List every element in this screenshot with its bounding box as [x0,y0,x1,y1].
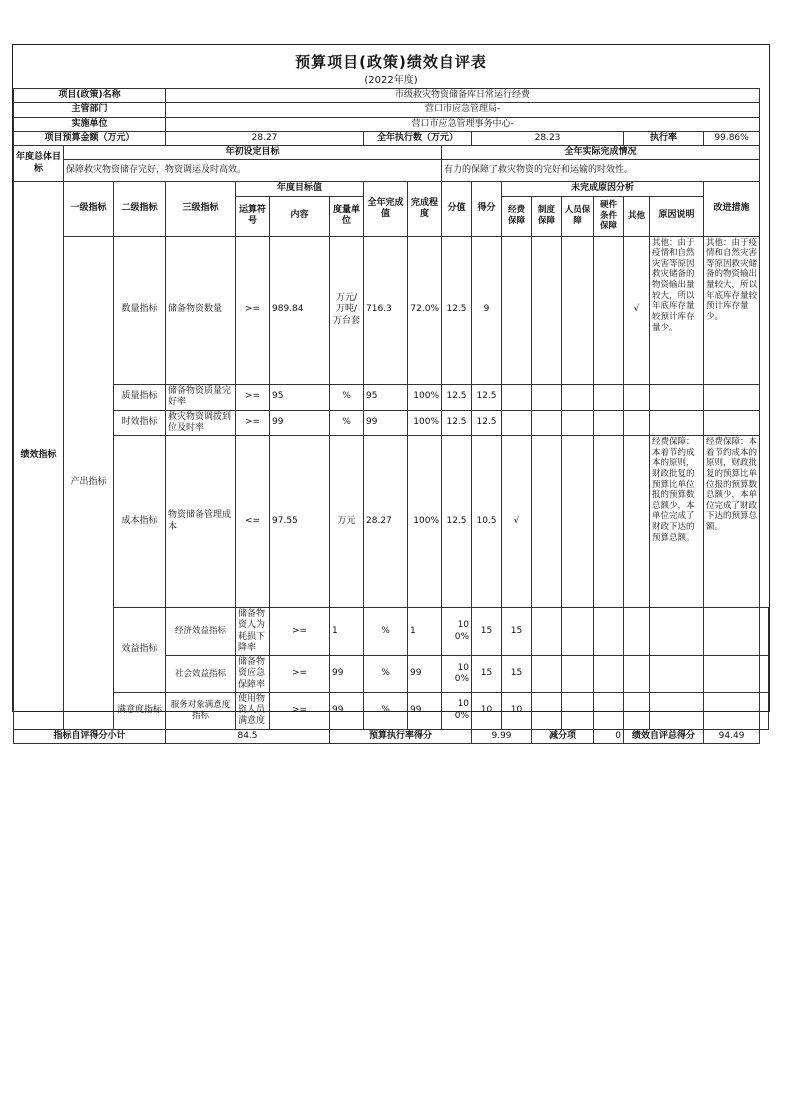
content-cell: 99 [270,410,330,436]
col-r3: 人员保障 [562,196,594,236]
set-target-label: 年初设定目标 [64,146,442,160]
degree-cell: 72.0% [408,236,442,384]
group-output: 产出指标 [64,236,114,729]
r4-cell [624,656,650,693]
degree-cell: 100% [442,656,472,693]
improve-cell [704,410,760,436]
score-cell: 15 [472,656,502,693]
r1-cell [532,692,562,729]
evaluation-table [13,88,769,744]
unit-cell: 万元 [330,436,364,608]
info-row-unit [14,117,769,131]
op-cell: >= [236,384,270,410]
score-cell: 12.5 [442,410,472,436]
score-cell: 10 [472,692,502,729]
info-row-budget [14,131,769,145]
dept-label: 主管部门 [14,103,166,117]
col-content: 内容 [270,196,330,236]
evaluation-sheet [12,44,770,741]
col-l3: 三级指标 [166,182,236,236]
info-row-project [14,89,769,103]
total-label: 绩效自评总得分 [624,729,704,743]
rate-label: 执行率 [624,131,704,145]
unit-value: 营口市应急管理事务中心- [166,117,760,131]
done-cell: 28.27 [364,436,408,608]
r3-cell [594,656,624,693]
overall-text-row [14,160,769,182]
improve-cell [704,384,760,410]
degree-cell: 100% [408,436,442,608]
r2-cell [562,608,594,656]
actual-label: 全年实际完成情况 [442,146,760,160]
group-satisfaction: 满意度指标 [114,692,166,729]
l2-cell: 成本指标 [114,436,166,608]
r3-cell [562,436,594,608]
total-value: 94.49 [704,729,760,743]
improve-cell [760,692,769,729]
col-score: 分值 [442,182,472,236]
l3-cell: 储备物资人为耗损下降率 [236,608,270,656]
set-target-text: 保障救灾物资储存完好，物资调运及时高效。 [64,160,442,182]
table-row [14,236,769,384]
table-row [14,692,769,729]
got-cell: 15 [502,608,532,656]
got-cell: 12.5 [472,410,502,436]
col-r4: 硬件条件保障 [594,196,624,236]
unit-cell: % [364,692,408,729]
content-cell: 99 [330,692,364,729]
col-r6: 原因说明 [650,196,704,236]
r3-cell [562,384,594,410]
r4-cell [594,436,624,608]
done-cell: 1 [408,608,442,656]
r2-cell [532,410,562,436]
r1-cell [532,656,562,693]
group-benefit: 效益指标 [114,608,166,693]
r3-cell [594,608,624,656]
r5-cell [650,692,704,729]
content-cell: 989.84 [270,236,330,384]
unit-cell: % [330,410,364,436]
improve-cell [760,656,769,693]
reason-cell [704,692,760,729]
op-cell: >= [236,236,270,384]
degree-cell: 100% [408,384,442,410]
l3-cell: 储备物资数量 [166,236,236,384]
r3-cell [594,692,624,729]
exec-value: 28.23 [472,131,624,145]
r3-cell [562,410,594,436]
content-cell: 99 [330,656,364,693]
degree-cell: 100% [408,410,442,436]
r1-cell [502,384,532,410]
got-cell: 9 [472,236,502,384]
budget-exec-label: 预算执行率得分 [330,729,472,743]
op-cell: >= [270,656,330,693]
col-reason-group: 未完成原因分析 [502,182,704,196]
r1-cell [502,410,532,436]
r5-cell [650,656,704,693]
done-cell: 99 [364,410,408,436]
content-cell: 97.55 [270,436,330,608]
subtotal-value: 84.5 [166,729,330,743]
r2-cell [532,436,562,608]
header-row-1 [14,182,769,196]
reason-cell [650,410,704,436]
r5-cell [624,410,650,436]
col-r5: 其他 [624,196,650,236]
perf-indicator-label: 绩效指标 [14,182,64,729]
degree-cell: 100% [442,692,472,729]
reason-cell [704,656,760,693]
reason-cell: 其他：由于疫情和自然灾害等原因救灾储备的物资输出量较大，所以年底库存量较预计库存量少。 [650,236,704,384]
col-l1: 一级指标 [64,182,114,236]
op-cell: >= [270,608,330,656]
reason-cell: 经费保障：本着节约成本的原则，财政批复的预算比单位报的预算数总额少，本单位完成了财政下达的预算总额。 [650,436,704,608]
actual-text: 有力的保障了救灾物资的完好和运输的时效性。 [442,160,760,182]
page-title: 预算项目(政策)绩效自评表 [295,53,487,71]
deduct-label: 减分项 [532,729,594,743]
unit-label: 实施单位 [14,117,166,131]
content-cell: 1 [330,608,364,656]
col-r1: 经费保障 [502,196,532,236]
subtotal-label: 指标自评得分小计 [14,729,166,743]
col-got: 得分 [472,182,502,236]
score-cell: 12.5 [442,436,472,608]
unit-cell: 万元/万吨/万台套 [330,236,364,384]
l3-cell: 储备物资质量完好率 [166,384,236,410]
table-row [14,436,769,608]
budget-value: 28.27 [166,131,364,145]
page-subtitle: (2022年度) [364,75,418,86]
r4-cell [594,410,624,436]
r1-cell [502,236,532,384]
improve-cell: 经费保障：本着节约成本的原则，财政批复的预算比单位报的预算数总额少，本单位完成了财政下达的预算总额。 [704,436,760,608]
l2-cell: 时效指标 [114,410,166,436]
score-cell: 15 [472,608,502,656]
content-cell: 95 [270,384,330,410]
l2-cell: 数量指标 [114,236,166,384]
reason-cell [650,384,704,410]
budget-label: 项目预算金额（万元） [14,131,166,145]
footer-row [14,729,769,743]
col-done: 全年完成值 [364,182,408,236]
r4-cell [594,384,624,410]
l3-cell: 救灾物资调拨到位及时率 [166,410,236,436]
reason-cell [704,608,760,656]
col-l2: 二级指标 [114,182,166,236]
r5-cell [650,608,704,656]
l3-cell: 储备物资应急保障率 [236,656,270,693]
col-r2: 制度保障 [532,196,562,236]
done-cell: 716.3 [364,236,408,384]
r2-cell [532,384,562,410]
score-cell: 12.5 [442,236,472,384]
got-cell: 15 [502,656,532,693]
score-cell: 12.5 [442,384,472,410]
op-cell: <= [236,436,270,608]
l3-cell: 物资储备管理成本 [166,436,236,608]
r4-cell [624,608,650,656]
deduct-value: 0 [594,729,624,743]
op-cell: >= [236,410,270,436]
unit-cell: % [364,656,408,693]
l2-cell: 服务对象满意度指标 [166,692,236,729]
overall-target-label: 年度总体目标 [14,146,64,182]
got-cell: 10 [502,692,532,729]
col-unit: 度量单位 [330,196,364,236]
done-cell: 99 [408,692,442,729]
budget-exec-value: 9.99 [472,729,532,743]
r5-cell [624,436,650,608]
l3-cell: 使用物资人员满意度 [236,692,270,729]
r2-cell [562,692,594,729]
done-cell: 95 [364,384,408,410]
col-target: 年度目标值 [236,182,364,196]
r4-cell [594,236,624,384]
r5-cell: √ [624,236,650,384]
l2-cell: 经济效益指标 [166,608,236,656]
l2-cell: 社会效益指标 [166,656,236,693]
r4-cell [624,692,650,729]
col-improve: 改进措施 [704,182,760,236]
done-cell: 99 [408,656,442,693]
exec-label: 全年执行数（万元） [364,131,472,145]
info-row-dept [14,103,769,117]
r3-cell [562,236,594,384]
r5-cell [624,384,650,410]
dept-value: 营口市应急管理局- [166,103,760,117]
table-row [14,384,769,410]
table-row [14,410,769,436]
op-cell: >= [270,692,330,729]
project-name: 市级救灾物资储备库日常运行经费 [166,89,760,103]
project-name-label: 项目(政策)名称 [14,89,166,103]
r1-cell: √ [502,436,532,608]
r1-cell [532,608,562,656]
rate-value: 99.86% [704,131,760,145]
r2-cell [562,656,594,693]
got-cell: 12.5 [472,384,502,410]
overall-header-row [14,146,769,160]
unit-cell: % [330,384,364,410]
unit-cell: % [364,608,408,656]
l2-cell: 质量指标 [114,384,166,410]
degree-cell: 100% [442,608,472,656]
r2-cell [532,236,562,384]
improve-cell [760,608,769,656]
col-op: 运算符号 [236,196,270,236]
got-cell: 10.5 [472,436,502,608]
table-row [14,608,769,656]
improve-cell: 其他：由于疫情和自然灾害等原因救灾储备的物资输出量较大，所以年底库存量较预计库存量少。 [704,236,760,384]
col-degree: 完成程度 [408,182,442,236]
